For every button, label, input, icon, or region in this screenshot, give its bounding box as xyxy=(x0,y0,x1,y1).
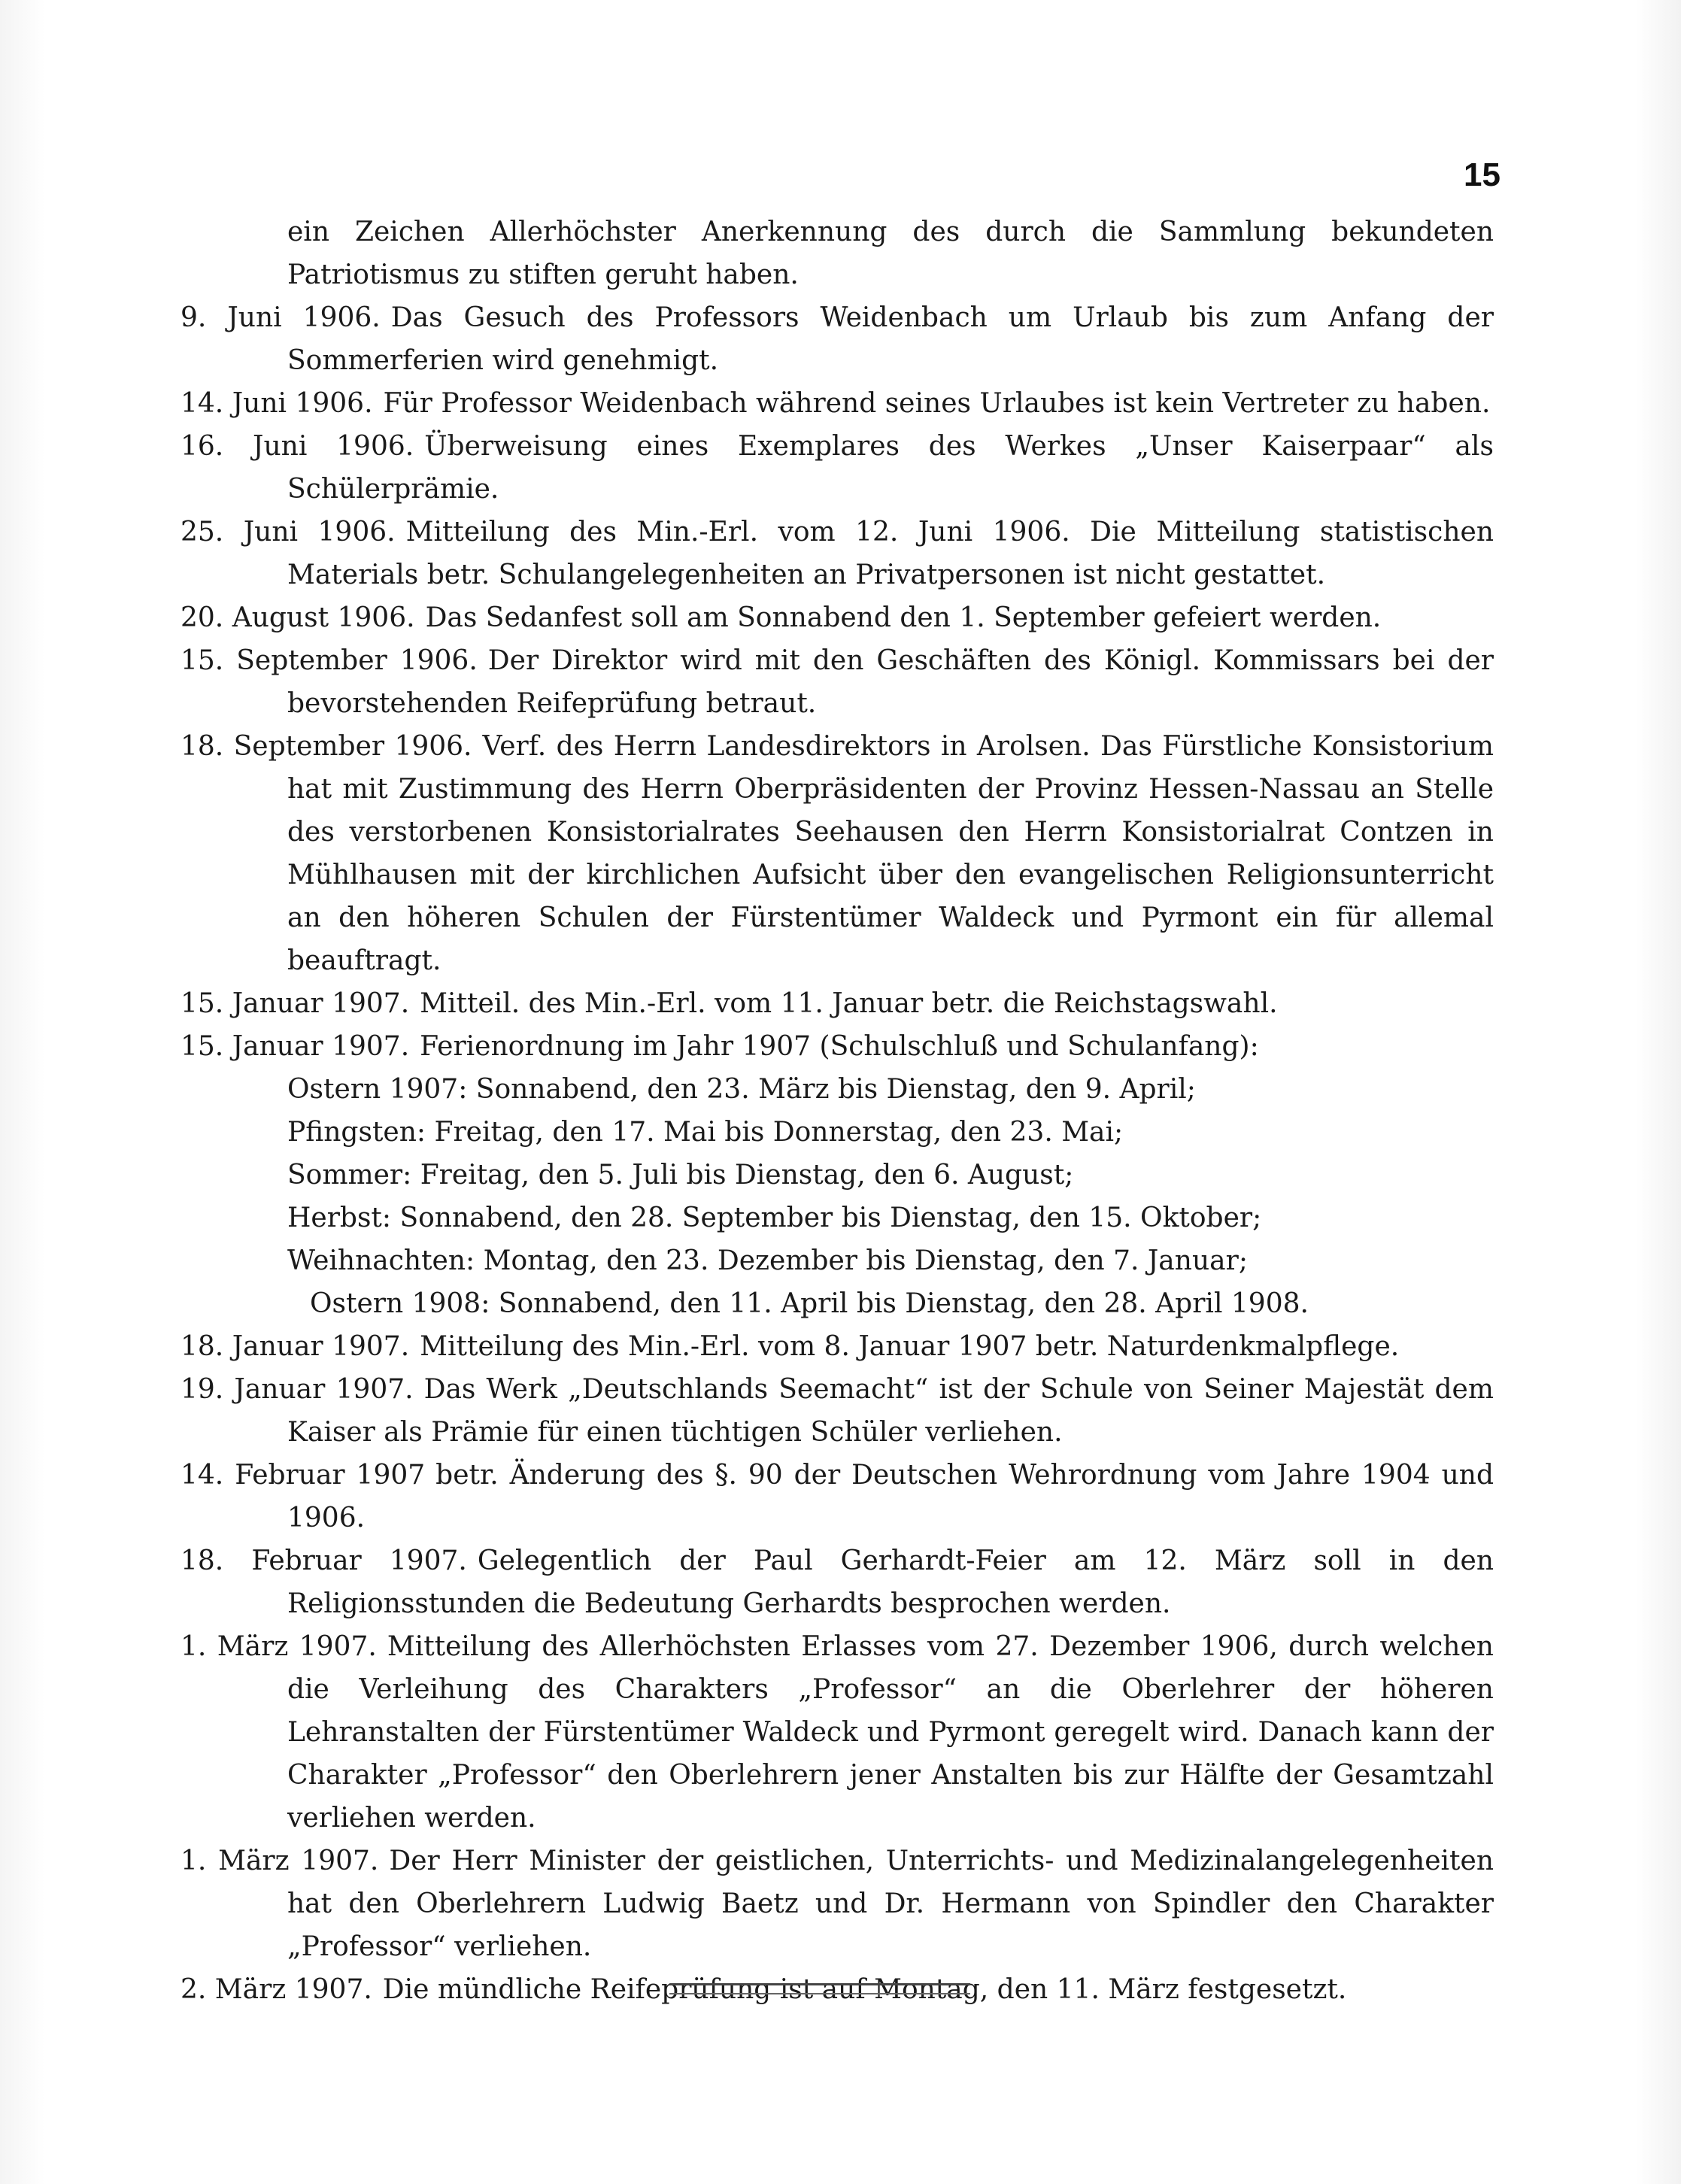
entry-text: Der Herr Minister der geistlichen, Unterrichts- und Medizinalangelegenheiten hat den Oberlehrern Ludwig Baetz und Dr. Hermann von Spindler den Charakter „Professor“ verliehen. xyxy=(287,1846,1494,1962)
entry-date: 15. September 1906. xyxy=(181,645,478,676)
holiday-line: Ostern 1908: Sonnabend, den 11. April bis Dienstag, den 28. April 1908. xyxy=(310,1288,1309,1319)
chronicle-entry xyxy=(181,596,1494,639)
holiday-line: Sommer: Freitag, den 5. Juli bis Dienstag, den 6. August; xyxy=(287,1160,1074,1191)
entry-date: 2. März 1907. xyxy=(181,1974,372,2005)
chronicle-entry xyxy=(181,296,1494,382)
entry-text: Der Direktor wird mit den Geschäften des Königl. Kommissars bei der bevorstehenden Reifeprüfung betraut. xyxy=(287,645,1494,719)
holiday-line: Herbst: Sonnabend, den 28. September bis Dienstag, den 15. Oktober; xyxy=(287,1203,1262,1233)
closing-double-rule xyxy=(669,1983,970,1994)
entry-date: 14. Februar 1907 xyxy=(181,1460,426,1491)
entries-list-continued xyxy=(181,1325,1494,2011)
holiday-line: Pfingsten: Freitag, den 17. Mai bis Donnerstag, den 23. Mai; xyxy=(287,1117,1124,1148)
entry-date: 9. Juni 1906. xyxy=(181,302,381,333)
entry-date: 19. Januar 1907. xyxy=(181,1374,414,1405)
chronicle-entry xyxy=(181,511,1494,596)
entry-text: betr. Änderung des §. 90 der Deutschen Wehrordnung vom Jahre 1904 und 1906. xyxy=(287,1460,1494,1533)
entry-text: Mitteil. des Min.-Erl. vom 11. Januar betr. die Reichstagswahl. xyxy=(420,988,1278,1019)
entry-text: Mitteilung des Allerhöchsten Erlasses vom 27. Dezember 1906, durch welchen die Verleihung des Charakters „Professor“ an die Oberlehrer der höheren Lehranstalten der Fürstentümer Waldeck und Pyrmont geregelt wird. Danach kann der Charakter „Professor“ den Oberlehrern jener Anstalten bis zur Hälfte der Gesamtzahl verliehen werden. xyxy=(287,1631,1494,1834)
entry-date: 18. Februar 1907. xyxy=(181,1545,467,1576)
chronicle-entry xyxy=(181,1368,1494,1454)
chronicle-entry xyxy=(181,982,1494,1025)
chronicle-entry xyxy=(181,382,1494,425)
holiday-schedule xyxy=(181,1068,1494,1325)
entry-date: 25. Juni 1906. xyxy=(181,517,396,548)
entry-date: 18. Januar 1907. xyxy=(181,1331,410,1362)
entry-text: Ferienordnung im Jahr 1907 (Schulschluß und Schulanfang): xyxy=(420,1031,1259,1062)
entry-text: Das Werk „Deutschlands Seemacht“ ist der Schule von Seiner Majestät dem Kaiser als Prämie für einen tüchtigen Schüler verliehen. xyxy=(287,1374,1494,1448)
entry-text: Das Gesuch des Professors Weidenbach um Urlaub bis zum Anfang der Sommerferien wird genehmigt. xyxy=(287,302,1494,376)
entry-text: Überweisung eines Exemplares des Werkes „Unser Kaiserpaar“ als Schülerprämie. xyxy=(287,431,1494,505)
chronicle-entry xyxy=(181,1025,1494,1068)
chronicle-entry xyxy=(181,1539,1494,1625)
entry-text: Verf. des Herrn Landesdirektors in Arolsen. Das Fürstliche Konsistorium hat mit Zustimmung des Herrn Oberpräsidenten der Provinz Hessen-Nassau an Stelle des verstorbenen Konsistorialrates Seehausen den Herrn Konsistorialrat Contzen in Mühlhausen mit der kirchlichen Aufsicht über den evangelischen Religionsunterricht an den höheren Schulen der Fürstentümer Waldeck und Pyrmont ein für allemal beauftragt. xyxy=(287,731,1494,976)
chronicle-entry xyxy=(181,1325,1494,1368)
chronicle-entry xyxy=(181,1840,1494,1968)
entry-date: 14. Juni 1906. xyxy=(181,388,373,419)
chronicle-text xyxy=(181,211,1494,2011)
entry-date: 1. März 1907. xyxy=(181,1846,379,1876)
chronicle-entry xyxy=(181,639,1494,725)
entry-date: 20. August 1906. xyxy=(181,602,415,633)
chronicle-entry xyxy=(181,725,1494,982)
entry-text: Die mündliche Reifeprüfung ist auf Montag, den 11. März festgesetzt. xyxy=(382,1974,1347,2005)
entry-text: Mitteilung des Min.-Erl. vom 12. Juni 1906. Die Mitteilung statistischen Materials betr. Schulangelegenheiten an Privatpersonen ist nicht gestattet. xyxy=(287,517,1494,590)
entries-list xyxy=(181,296,1494,1068)
entry-date: 1. März 1907. xyxy=(181,1631,377,1662)
chronicle-entry xyxy=(181,1454,1494,1539)
page-number: 15 xyxy=(1464,156,1500,193)
holiday-line: Weihnachten: Montag, den 23. Dezember bis Dienstag, den 7. Januar; xyxy=(287,1245,1248,1276)
chronicle-entry xyxy=(181,1625,1494,1840)
chronicle-entry xyxy=(181,425,1494,511)
entry-date: 15. Januar 1907. xyxy=(181,1031,410,1062)
intro-continuation: ein Zeichen Allerhöchster Anerkennung des durch die Sammlung bekundeten Patriotismus zu stiften geruht haben. xyxy=(287,217,1494,290)
entry-text: Für Professor Weidenbach während seines Urlaubes ist kein Vertreter zu haben. xyxy=(383,388,1491,419)
entry-date: 15. Januar 1907. xyxy=(181,988,410,1019)
entry-text: Das Sedanfest soll am Sonnabend den 1. September gefeiert werden. xyxy=(425,602,1382,633)
entry-date: 18. September 1906. xyxy=(181,731,472,762)
entry-text: Mitteilung des Min.-Erl. vom 8. Januar 1907 betr. Naturdenkmalpflege. xyxy=(420,1331,1400,1362)
holiday-line: Ostern 1907: Sonnabend, den 23. März bis Dienstag, den 9. April; xyxy=(287,1074,1196,1105)
entry-text: Gelegentlich der Paul Gerhardt-Feier am 12. März soll in den Religionsstunden die Bedeutung Gerhardts besprochen werden. xyxy=(287,1545,1494,1619)
entry-date: 16. Juni 1906. xyxy=(181,431,414,462)
